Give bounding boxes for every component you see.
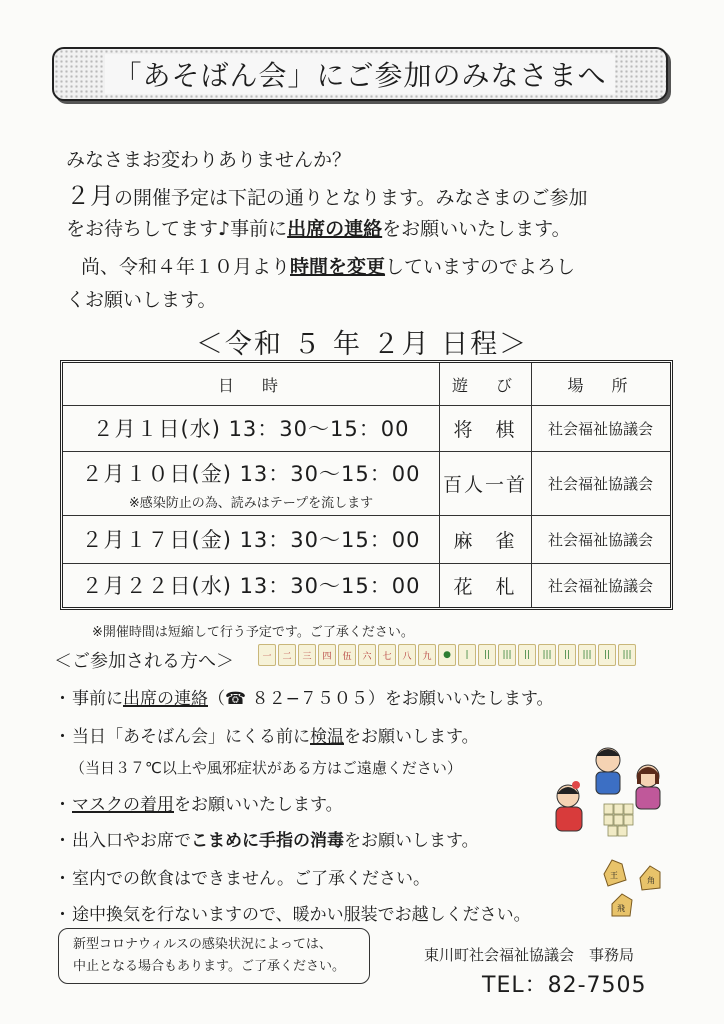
table-row-note: ※感染防止の為、読みはテープを流します [128, 495, 374, 511]
mahjong-tile-icon: 四 [318, 644, 336, 666]
intro-line-1: みなさまお変わりありませんか？ [66, 149, 352, 171]
intro-time-change-emphasis: 時間を変更 [290, 256, 386, 278]
bullet-ventilation: ・途中換気を行ないますので、暖かい服装でお越しください。 [54, 905, 531, 925]
table-row-place: 社会福祉協議会 [547, 576, 653, 595]
header-place: 場 所 [567, 375, 634, 395]
bullet-temperature: ・当日「あそばん会」にくる前に検温をお願いします。 [54, 727, 479, 747]
children-playing-illustration-icon [548, 740, 674, 840]
bullet-disinfect: ・出入口やお席でこまめに手指の消毒をお願いします。 [54, 831, 479, 851]
intro-line-5: くお願いします。 [66, 289, 217, 311]
table-row-datetime: ２月１０日(金) 13：30～15：00 [81, 462, 421, 486]
mahjong-tiles-illustration-icon [258, 644, 636, 666]
bullet-mask: ・マスクの着用をお願いいたします。 [54, 795, 343, 815]
intro-line-2-text: の開催予定は下記の通りとなります。みなさまのご参加 [114, 187, 588, 209]
header-datetime: 日 時 [217, 375, 284, 395]
mahjong-tile-icon: || [478, 644, 496, 666]
shogi-pieces-illustration-icon [598, 856, 670, 926]
table-row-place: 社会福祉協議会 [547, 419, 653, 438]
page-title: 「あそばん会」にご参加のみなさまへ [105, 54, 614, 94]
join-heading: ＜ご参加される方へ＞ [54, 651, 234, 672]
mahjong-tile-icon: | [458, 644, 476, 666]
table-row-activity: 将 棋 [453, 418, 517, 441]
bullet-2-emphasis: 検温 [310, 727, 344, 747]
title-banner [52, 47, 668, 101]
bullet-5-text: 室内での飲食はできません。ご了承ください。 [72, 869, 431, 889]
mahjong-tile-icon: 二 [278, 644, 296, 666]
bullet-2-b: をお願いします。 [344, 727, 479, 747]
table-row-activity: 麻 雀 [453, 529, 517, 552]
office-name: 東川町社会福祉協議会 事務局 [424, 946, 635, 964]
mahjong-tile-icon: ||| [538, 644, 556, 666]
intro-line-2 [66, 176, 587, 211]
bullet-2-a: 当日「あそばん会」にくる前に [72, 727, 310, 747]
notice-box [58, 928, 370, 984]
bullet-3-emphasis: マスクの着用 [72, 795, 174, 815]
bullet-4-a: 出入口やお席で [72, 831, 191, 851]
bullet-6-text: 途中換気を行ないますので、暖かい服装でお越しください。 [72, 905, 531, 925]
mahjong-tile-icon: ||| [618, 644, 636, 666]
bullet-1-a: 事前に [72, 689, 123, 709]
schedule-title: ＜令和 ５ 年 ２月 日程＞ [195, 329, 529, 360]
mahjong-tile-icon: || [518, 644, 536, 666]
bullet-attendance: ・事前に出席の連絡（☎ ８２−７５０５）をお願いいたします。 [54, 689, 554, 709]
svg-text:王: 王 [610, 871, 618, 880]
intro-month: ２月 [66, 182, 114, 210]
bullet-4-emphasis: こまめに手指の消毒 [191, 831, 344, 851]
intro-line-3 [66, 214, 571, 241]
schedule-table [60, 360, 673, 610]
bullet-1-emphasis: 出席の連絡 [123, 689, 208, 709]
bullet-temperature-sub: （当日３７℃以上や風邪症状がある方はご遠慮ください） [70, 759, 462, 777]
intro-line-3-a: をお待ちしてます♪事前に [66, 218, 288, 240]
bullet-1-b: （☎ ８２−７５０５）をお願いいたします。 [208, 689, 554, 709]
notice-line-1: 新型コロナウィルスの感染状況によっては、 [73, 937, 332, 952]
mahjong-tile-icon: ||| [498, 644, 516, 666]
mahjong-tile-icon: 伍 [338, 644, 356, 666]
mahjong-tile-icon: 一 [258, 644, 276, 666]
mahjong-tile-icon: ● [438, 644, 456, 666]
table-row-datetime: ２月１日(水) 13：30～15：00 [92, 417, 410, 441]
notice-line-2: 中止となる場合もあります。ご了承ください。 [73, 959, 345, 974]
table-row-datetime: ２月１７日(金) 13：30～15：00 [81, 528, 421, 552]
mahjong-tile-icon: 六 [358, 644, 376, 666]
bullet-4-b: をお願いします。 [344, 831, 479, 851]
svg-text:角: 角 [647, 876, 655, 885]
table-row-place: 社会福祉協議会 [547, 530, 653, 549]
mahjong-tile-icon: 三 [298, 644, 316, 666]
bullet-no-eating: ・室内での飲食はできません。ご了承ください。 [54, 869, 431, 889]
office-telephone: TEL：82-7505 [482, 973, 647, 998]
intro-attendance-emphasis: 出席の連絡 [287, 218, 383, 240]
mahjong-tile-icon: 七 [378, 644, 396, 666]
table-row-activity: 花 札 [453, 575, 517, 598]
mahjong-tile-icon: || [558, 644, 576, 666]
header-activity: 遊 び [451, 375, 518, 395]
intro-line-4 [62, 252, 575, 279]
table-row-activity: 百人一首 [442, 473, 527, 496]
table-footnote: ※開催時間は短縮して行う予定です。ご了承ください。 [92, 625, 414, 640]
bullet-3-b: をお願いいたします。 [174, 795, 343, 815]
intro-line-4-a: 尚、令和４年１０月より [62, 256, 291, 278]
mahjong-tile-icon: || [598, 644, 616, 666]
intro-line-4-b: していますのでよろし [385, 256, 576, 278]
mahjong-tile-icon: ||| [578, 644, 596, 666]
mahjong-tile-icon: 九 [418, 644, 436, 666]
mahjong-tile-icon: 八 [398, 644, 416, 666]
svg-text:飛: 飛 [617, 904, 625, 913]
table-row-datetime: ２月２２日(水) 13：30～15：00 [81, 574, 421, 598]
table-row-place: 社会福祉協議会 [547, 474, 653, 493]
intro-line-3-b: をお願いいたします。 [382, 218, 571, 240]
